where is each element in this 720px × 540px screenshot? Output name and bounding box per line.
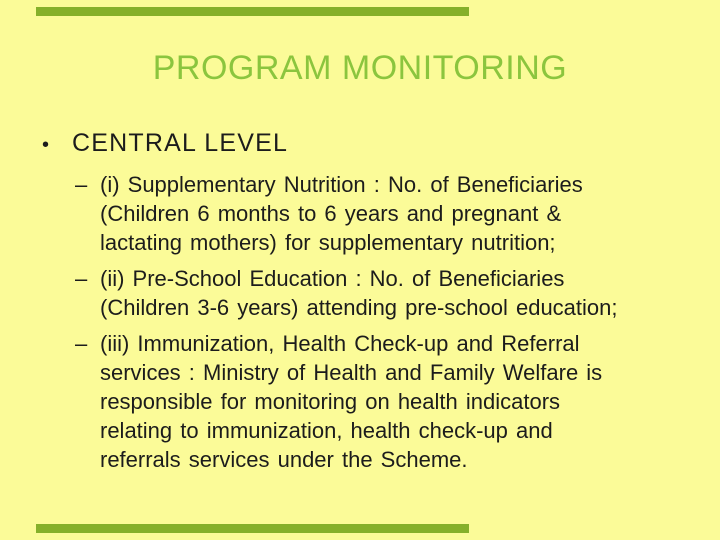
text-line: relating to immunization, health check-up and (100, 418, 553, 443)
dash-marker: – (75, 266, 88, 291)
bullet-dot-marker: • (42, 134, 51, 156)
dash-marker: – (75, 331, 88, 356)
dash-marker: – (75, 172, 88, 197)
top-accent-bar (36, 7, 469, 16)
sub-bullet-immunization-health (30, 329, 690, 474)
text-line: referrals services under the Scheme. (100, 447, 468, 472)
sub-bullet-text (100, 170, 583, 257)
text-line: (i) Supplementary Nutrition : No. of Beneficiaries (100, 172, 583, 197)
sub-bullet-text (100, 329, 602, 474)
text-line: (iii) Immunization, Health Check-up and Referral (100, 331, 580, 356)
text-line: lactating mothers) for supplementary nutrition; (100, 230, 556, 255)
text-line: (Children 3-6 years) attending pre-school education; (100, 295, 618, 320)
sub-bullet-supplementary-nutrition (30, 170, 690, 257)
text-line: (Children 6 months to 6 years and pregnant & (100, 201, 562, 226)
text-line: (ii) Pre-School Education : No. of Beneficiaries (100, 266, 565, 291)
text-line: services : Ministry of Health and Family Welfare is (100, 360, 603, 385)
bullet-central-level (30, 128, 690, 160)
sub-bullet-text (100, 264, 618, 322)
bullet-central-level-label: CENTRAL LEVEL (72, 129, 289, 157)
sub-bullet-preschool-education (30, 264, 690, 322)
slide-body (30, 128, 690, 481)
bottom-accent-bar (36, 524, 469, 533)
text-line: responsible for monitoring on health indicators (100, 389, 561, 414)
slide-title: PROGRAM MONITORING (152, 49, 568, 87)
